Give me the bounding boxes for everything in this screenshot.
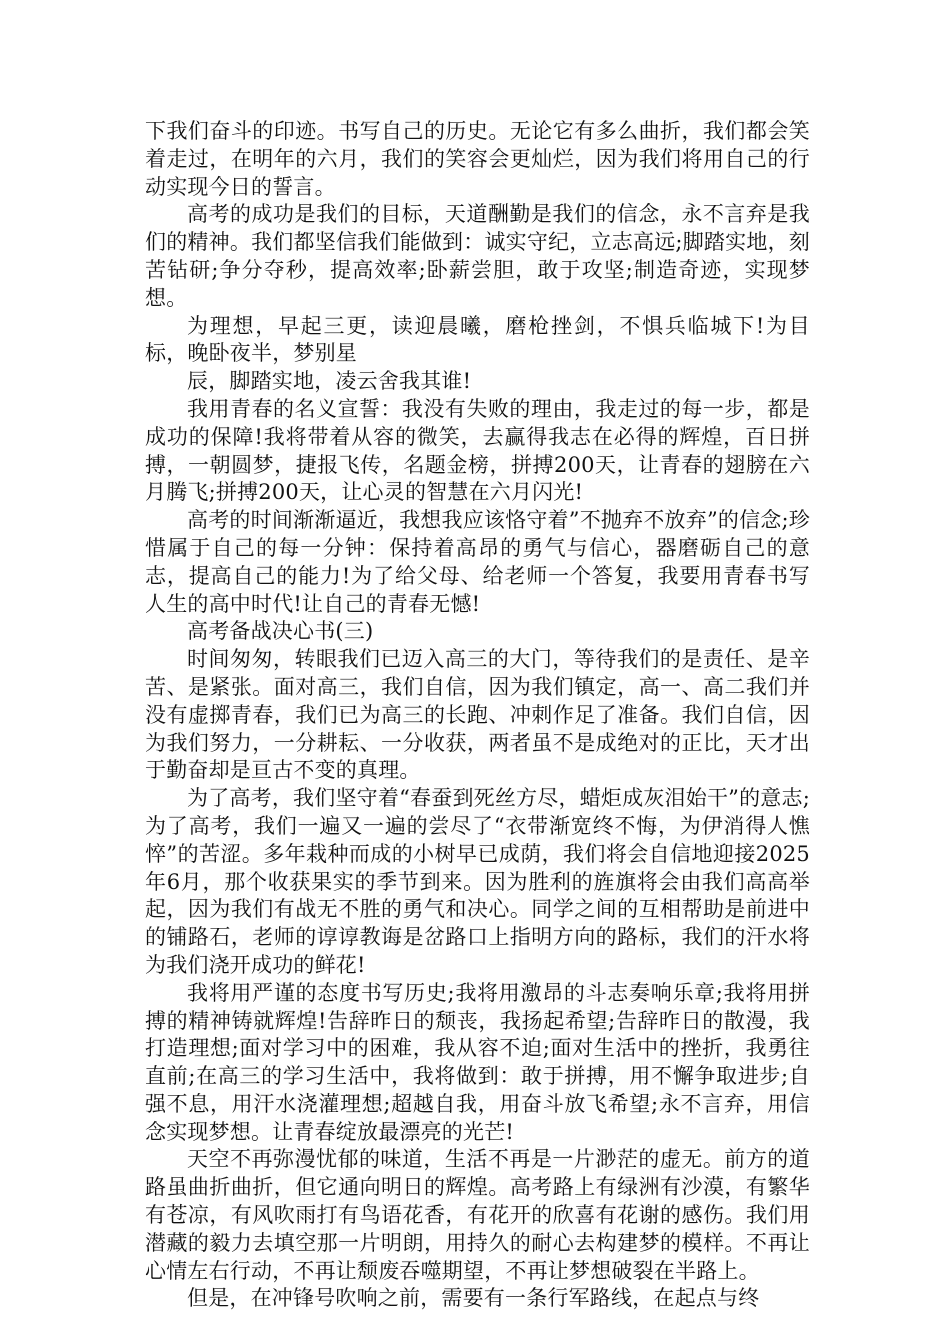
paragraph: 为理想，早起三更，读迎晨曦，磨枪挫剑，不惧兵临城下!为目标，晚卧夜半，梦别星: [145, 313, 810, 366]
paragraph: 高考的时间渐渐逼近，我想我应该恪守着”不抛弃不放弃”的信念;珍惜属于自己的每一分钟：保持着高昂的勇气与信心，器磨砺自己的意志，提高自己的能力!为了给父母、给老师一个答复，我要用青春书写人生的高中时代!让自己的青春无憾!: [145, 508, 810, 616]
paragraph: 下我们奋斗的印迹。书写自己的历史。无论它有多么曲折，我们都会笑着走过，在明年的六月，我们的笑容会更灿烂，因为我们将用自己的行动实现今日的誓言。: [145, 119, 810, 199]
document-body: [145, 118, 810, 1313]
paragraph: 我将用严谨的态度书写历史;我将用激昂的斗志奏响乐章;我将用拼搏的精神铸就辉煌!告辞昨日的颓丧，我扬起希望;告辞昨日的散漫，我打造理想;面对学习中的困难，我从容不迫;面对生活中的挫折，我勇往直前;在高三的学习生活中，我将做到：敢于拼搏，用不懈争取进步;自强不息，用汗水浇灌理想;超越自我，用奋斗放飞希望;永不言弃，用信念实现梦想。让青春绽放最漂亮的光芒!: [145, 980, 810, 1144]
paragraph: 为了高考，我们坚守着“春蚕到死丝方尽，蜡炬成灰泪始干”的意志;为了高考，我们一遍又一遍的尝尽了“衣带渐宽终不悔，为伊消得人憔悴”的苦涩。多年栽种而成的小树早已成荫，我们将会自信地迎接2025年6月，那个收获果实的季节到来。因为胜利的旌旗将会由我们高高举起，因为我们有战无不胜的勇气和决心。同学之间的互相帮助是前进中的铺路石，老师的谆谆教诲是岔路口上指明方向的路标，我们的汗水将为我们浇开成功的鲜花!: [145, 786, 810, 977]
paragraph: 高考的成功是我们的目标，天道酬勤是我们的信念，永不言弃是我们的精神。我们都坚信我们能做到：诚实守纪，立志高远;脚踏实地，刻苦钻研;争分夺秒，提高效率;卧薪尝胆，敢于攻坚;制造奇迹，实现梦想。: [145, 202, 810, 310]
paragraph: 辰，脚踏实地，凌云舍我其谁!: [187, 369, 472, 394]
paragraph: 但是，在冲锋号吹响之前，需要有一条行军路线，在起点与终: [187, 1286, 760, 1311]
paragraph: 我用青春的名义宣誓：我没有失败的理由，我走过的每一步，都是成功的保障!我将带着从容的微笑，去赢得我志在必得的辉煌，百日拼搏，一朝圆梦，捷报飞传，名题金榜，拼搏200天，让青春的翅膀在六月腾飞;拼搏200天，让心灵的智慧在六月闪光!: [145, 396, 810, 505]
paragraph: 天空不再弥漫忧郁的味道，生活不再是一片渺茫的虚无。前方的道路虽曲折曲折，但它通向明日的辉煌。高考路上有绿洲有沙漠，有繁华有苍凉，有风吹雨打有鸟语花香，有花开的欣喜有花谢的感伤。我们用潜藏的毅力去填空那一片明朗，用持久的耐心去构建梦的模样。不再让心情左右行动，不再让颓废吞噬期望，不再让梦想破裂在半路上。: [145, 1147, 810, 1283]
paragraph: 时间匆匆，转眼我们已迈入高三的大门，等待我们的是责任、是辛苦、是紧张。面对高三，我们自信，因为我们镇定，高一、高二我们并没有虚掷青春，我们已为高三的长跑、冲刺作足了准备。我们自信，因为我们努力，一分耕耘、一分收获，两者虽不是成绝对的正比，天才出于勤奋却是亘古不变的真理。: [145, 647, 810, 783]
section-heading: 高考备战决心书(三): [187, 619, 374, 644]
